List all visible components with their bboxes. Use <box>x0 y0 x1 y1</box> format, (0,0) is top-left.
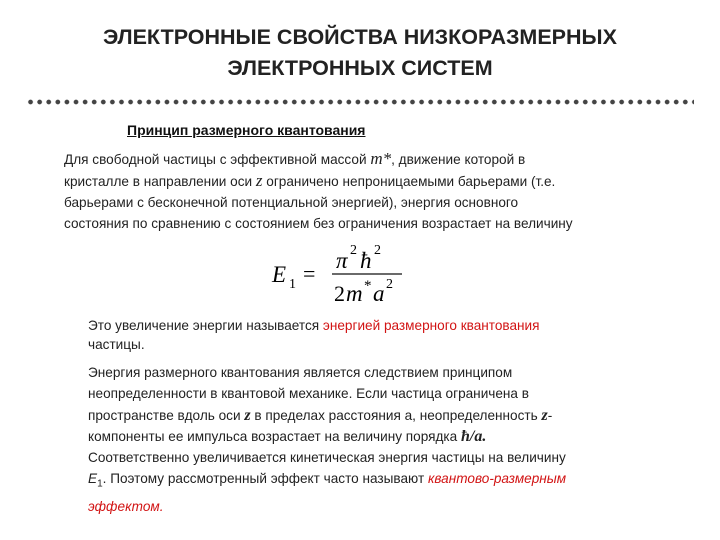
energy-subscript: 1 <box>97 479 103 491</box>
effective-mass-symbol: m* <box>370 149 392 168</box>
z-axis-symbol-3: z <box>541 406 548 424</box>
unc-line-2: неопределенности в квантовой механике. Если частица ограничена в <box>88 386 529 402</box>
energy-formula <box>270 238 450 308</box>
unc-line-4: компоненты ее импульса возрастает на величину порядка ħ/a. <box>88 427 487 445</box>
formula-den-a-exponent: 2 <box>386 277 393 292</box>
intro-line-1: Для свободной частицы с эффективной массой m*, движение которой в <box>64 149 526 168</box>
slide-title <box>0 22 720 84</box>
formula-pi: π <box>336 248 348 273</box>
highlight-term: энергией размерного квантования <box>322 318 540 333</box>
formula-den-a: a <box>373 281 385 306</box>
formula-equals: = <box>303 261 316 286</box>
unc-line-5: Соответственно увеличивается кинетическая энергия частицы на величину <box>88 450 566 466</box>
quantization-energy-note <box>88 316 668 354</box>
note-line-1: Это увеличение энергии называется энергией размерного квантования <box>88 318 540 333</box>
formula-den-two: 2 <box>334 281 345 306</box>
dotted-divider <box>26 97 694 107</box>
unc-line-7 <box>88 496 668 517</box>
formula-den-star: * <box>364 278 372 294</box>
intro-line-2: кристалле в направлении оси z ограничено непроницаемыми барьерами (т.е. <box>64 171 556 190</box>
uncertainty-paragraph <box>88 362 668 517</box>
energy-symbol: E <box>88 471 98 487</box>
formula-hbar: ħ <box>360 248 372 273</box>
section-subtitle: Принцип размерного квантования <box>127 122 366 138</box>
highlight-effect-term: квантово-размерным <box>427 471 567 487</box>
title-line-1: ЭЛЕКТРОННЫЕ СВОЙСТВА НИЗКОРАЗМЕРНЫХ <box>103 25 617 49</box>
unc-line-6: $E_1$. Поэтому рассмотренный эффект часто называют квантово-размерным <box>88 471 567 491</box>
momentum-uncertainty-symbol: ħ/a. <box>461 427 487 445</box>
formula-den-mass: m <box>346 281 363 306</box>
intro-paragraph <box>64 148 670 234</box>
unc-line-3: пространстве вдоль оси z в пределах расстояния а, неопределенность z- <box>88 406 553 424</box>
intro-line-3: барьерами с бесконечной потенциальной энергией), энергия основного <box>64 195 519 210</box>
title-line-2: ЭЛЕКТРОННЫХ СИСТЕМ <box>227 56 493 80</box>
unc-line-1: Энергия размерного квантования является следствием принципом <box>88 365 513 380</box>
formula-hbar-exponent: 2 <box>374 243 381 258</box>
z-axis-symbol: z <box>255 171 263 190</box>
z-axis-symbol-2: z <box>244 406 251 424</box>
highlight-effect-term-end: эффектом. <box>88 498 164 514</box>
formula-lhs-subscript: 1 <box>289 277 296 292</box>
intro-line-4: состояния по сравнению с состоянием без ограничения возрастает на величину <box>64 216 573 231</box>
note-line-2: частицы. <box>88 337 145 352</box>
formula-pi-exponent: 2 <box>350 243 357 258</box>
formula-lhs: E <box>272 262 287 287</box>
